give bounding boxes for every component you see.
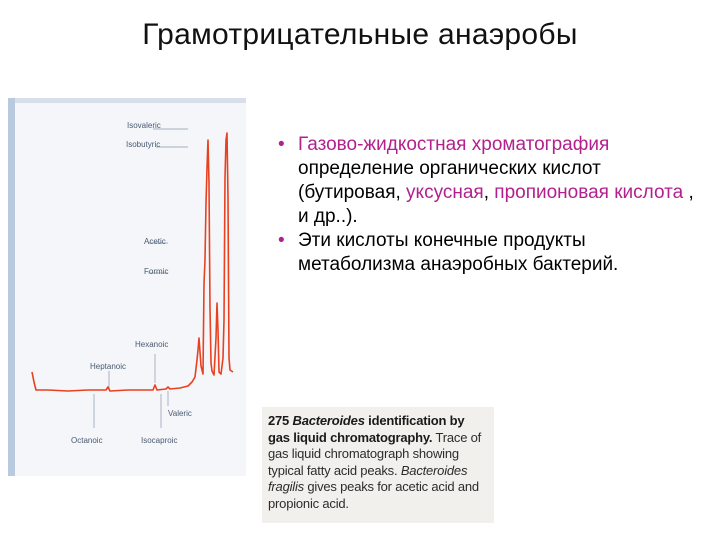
slide-title: Грамотрицательные анаэробы [142, 18, 578, 51]
bullet-item [278, 133, 698, 229]
label-isovaleric: Isovaleric [127, 121, 161, 130]
bullet-text: определение органических кислот (бутировая, [298, 158, 601, 203]
label-formic: Formic [144, 267, 169, 276]
bullet-text: , [483, 182, 495, 203]
caption-genus: Bacteroides [292, 413, 365, 428]
label-isobutyric: Isobutyric [126, 140, 161, 149]
chromatogram-image [8, 98, 246, 476]
label-hexanoic: Hexanoic [135, 340, 169, 349]
bullet-text: Эти кислоты конечные продукты метаболизма анаэробных бактерий. [298, 230, 619, 275]
label-heptanoic: Heptanoic [90, 362, 127, 371]
chromatogram-left-strip [8, 98, 15, 476]
bullet-dot: • [278, 134, 285, 155]
caption-text: gives peaks for acetic acid and propionic acid. [268, 479, 479, 511]
label-isocaproic: Isocaproic [141, 436, 178, 445]
bullet-item [278, 229, 698, 277]
highlight-term: уксусная [406, 182, 484, 203]
caption-heading: identification by gas liquid chromatography. [268, 413, 465, 445]
label-octanoic: Octanoic [71, 436, 103, 445]
highlight-term: пропионовая кислота [494, 182, 684, 203]
highlight-term: Газово-жидкостная хроматография [298, 134, 610, 155]
bullet-list [278, 133, 698, 277]
figure-number: 275 [268, 413, 290, 428]
bullet-text: , и др..). [298, 182, 694, 227]
caption-text: Trace of gas liquid chromatograph showing typical fatty acid peaks. [268, 429, 482, 478]
label-acetic: Acetic [144, 237, 166, 246]
bullet-dot: • [278, 230, 285, 251]
caption-species: Bacteroides fragilis [268, 462, 468, 494]
label-valeric: Valeric [168, 409, 192, 418]
figure-caption [262, 407, 494, 523]
